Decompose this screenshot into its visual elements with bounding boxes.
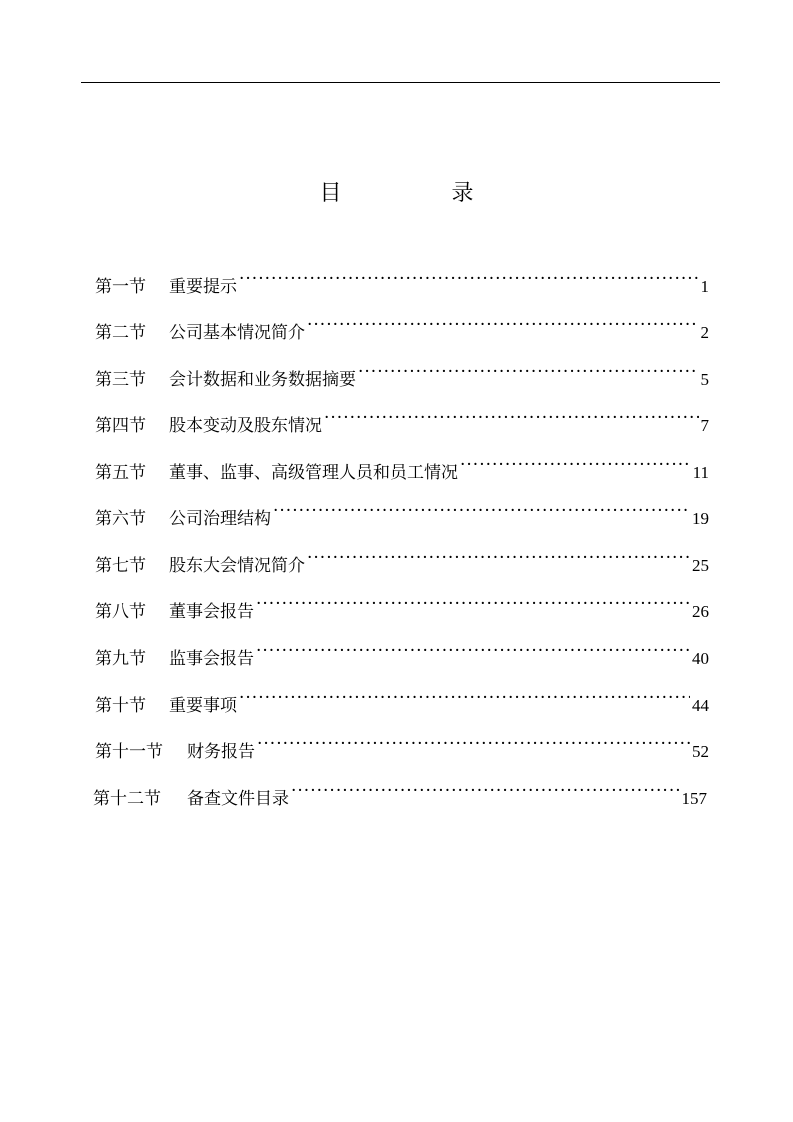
toc-page-number: 157: [681, 789, 707, 808]
toc-entry[interactable]: [95, 405, 709, 436]
toc-dot-leader: [324, 405, 699, 431]
toc-section-title: 公司基本情况简介: [169, 323, 305, 343]
toc-page-number: 52: [692, 742, 709, 761]
toc-page-number: 25: [692, 556, 709, 575]
toc-page-number: 5: [700, 370, 709, 389]
toc-entry[interactable]: [95, 545, 709, 576]
toc-entry[interactable]: [95, 359, 709, 390]
toc-section-title: 监事会报告: [169, 649, 254, 669]
toc-dot-leader: [239, 266, 699, 292]
toc-section-title: 董事、监事、高级管理人员和员工情况: [169, 463, 458, 483]
toc-section-number: 第十二节: [93, 789, 161, 809]
toc-section-title: 股本变动及股东情况: [169, 416, 322, 436]
toc-section-title: 股东大会情况简介: [169, 556, 305, 576]
toc-entry[interactable]: [93, 778, 707, 809]
toc-section-title: 公司治理结构: [169, 509, 271, 529]
toc-entry[interactable]: [95, 498, 709, 529]
toc-dot-leader: [358, 359, 699, 385]
toc-dot-leader: [257, 731, 690, 757]
toc-section-title: 重要提示: [169, 277, 237, 297]
toc-page-number: 26: [692, 602, 709, 621]
toc-entry[interactable]: [95, 591, 709, 622]
toc-entry[interactable]: [95, 638, 709, 669]
toc-section-number: 第九节: [95, 649, 146, 669]
toc-section-number: 第二节: [95, 323, 146, 343]
toc-section-number: 第六节: [95, 509, 146, 529]
toc-page-number: 1: [700, 277, 709, 296]
toc-dot-leader: [307, 545, 690, 571]
toc-dot-leader: [239, 685, 690, 711]
toc-section-number: 第七节: [95, 556, 146, 576]
toc-entry[interactable]: [95, 685, 709, 716]
page-title: 目 录: [319, 181, 518, 206]
toc-page-number: 11: [692, 463, 709, 482]
toc-page-number: 7: [700, 416, 709, 435]
toc-section-title: 财务报告: [187, 742, 255, 762]
toc-entry[interactable]: [95, 731, 709, 762]
toc-page-number: 40: [692, 649, 709, 668]
toc-entry[interactable]: [95, 266, 709, 297]
toc-entry[interactable]: [95, 452, 709, 483]
toc-dot-leader: [273, 498, 690, 524]
header-rule: [81, 82, 720, 83]
toc-dot-leader: [256, 591, 690, 617]
toc-section-number: 第三节: [95, 370, 146, 390]
toc-section-title: 备查文件目录: [187, 789, 289, 809]
toc-dot-leader: [256, 638, 690, 664]
toc-section-number: 第四节: [95, 416, 146, 436]
toc-dot-leader: [307, 312, 699, 338]
toc-section-number: 第十节: [95, 696, 146, 716]
toc-section-number: 第一节: [95, 277, 146, 297]
toc-page-number: 19: [692, 509, 709, 528]
toc-section-number: 第八节: [95, 602, 146, 622]
toc-section-title: 董事会报告: [169, 602, 254, 622]
toc-section-number: 第五节: [95, 463, 146, 483]
toc-page-number: 2: [700, 323, 709, 342]
toc-section-title: 会计数据和业务数据摘要: [169, 370, 356, 390]
toc-section-title: 重要事项: [169, 696, 237, 716]
toc-dot-leader: [291, 778, 680, 804]
toc-dot-leader: [460, 452, 691, 478]
toc-section-number: 第十一节: [95, 742, 163, 762]
toc-page-number: 44: [692, 696, 709, 715]
toc-entry[interactable]: [95, 312, 709, 343]
